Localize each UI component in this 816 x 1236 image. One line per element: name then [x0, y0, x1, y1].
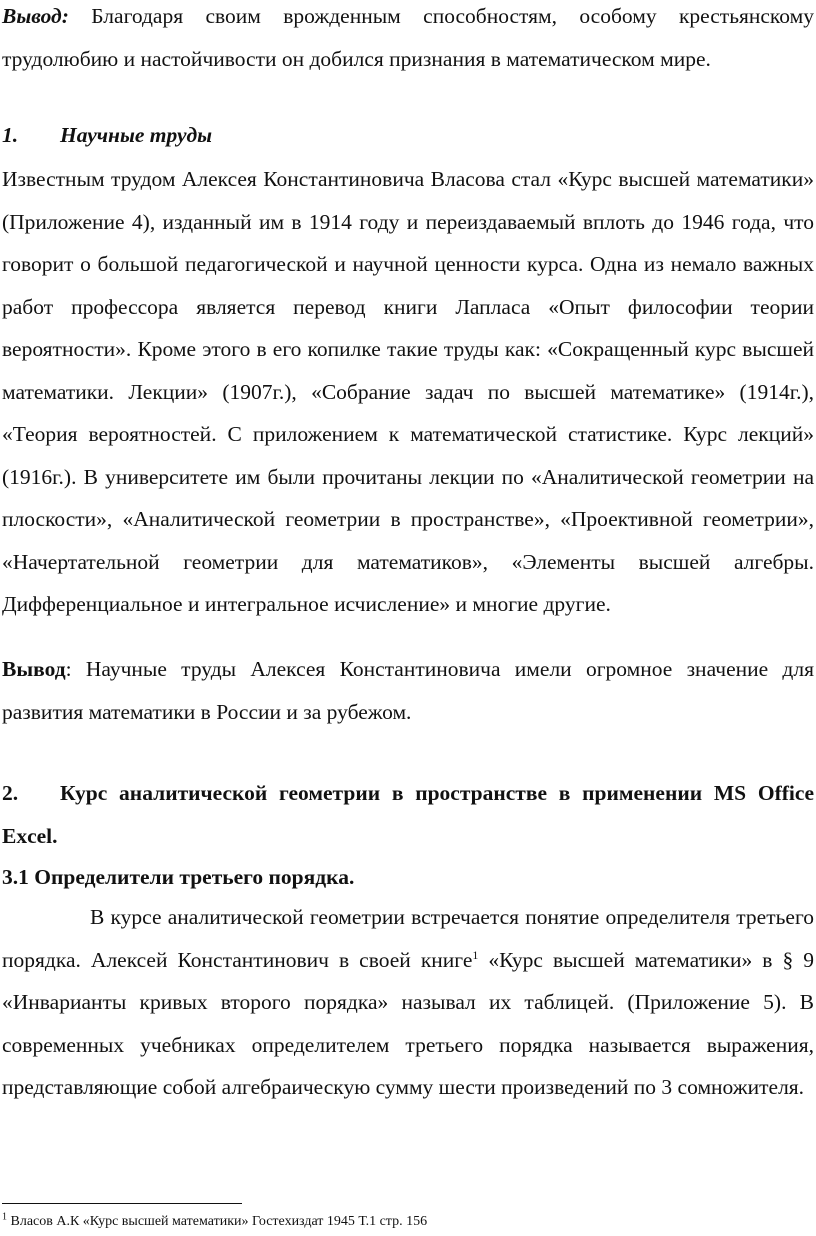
- footnote-reference[interactable]: 1: [472, 947, 479, 962]
- conclusion-text: Благодаря своим врожденным способностям, особому крестьянскому трудолюбию и настойчивости он добился признания в математическом мире.: [2, 4, 814, 71]
- section-2-number: 2.: [2, 781, 19, 805]
- determinant-text-part-1: В курсе аналитической геометрии встречается понятие определителя третьего порядка. Алексей Константинович в своей книге: [2, 905, 814, 972]
- determinant-paragraph: [2, 896, 814, 1109]
- conclusion-2-label: Вывод: [2, 657, 66, 681]
- footnote-text: Власов А.К «Курс высшей математики» Гостехиздат 1945 Т.1 стр. 156: [7, 1214, 428, 1229]
- section-2-heading: [2, 772, 814, 857]
- conclusion-paragraph-1: [2, 0, 814, 80]
- conclusion-2-text: : Научные труды Алексея Константиновича имели огромное значение для развития математики в России и за рубежом.: [2, 657, 814, 724]
- footnote-separator: [2, 1203, 242, 1204]
- subsection-3-1-heading: 3.1 Определители третьего порядка.: [2, 865, 355, 889]
- section-1-title: Научные труды: [60, 123, 213, 147]
- footnote: [2, 1213, 814, 1231]
- section-1-number: 1.: [2, 123, 19, 147]
- conclusion-label: Вывод:: [2, 4, 69, 28]
- footnote-number: 1: [2, 1211, 7, 1223]
- works-paragraph: Известным трудом Алексея Константиновича Власова стал «Курс высшей математики» (Приложение 4), изданный им в 1914 году и переиздаваемый вплоть до 1946 года, что говорит о большой педагогической и научной ценности курса. Одна из немало важных работ профессора является перевод книги Лапласа «Опыт философии теории вероятности». Кроме этого в его копилке такие труды как: «Сокращенный курс высшей математики. Лекции» (1907г.), «Собрание задач по высшей математике» (1914г.), «Теория вероятностей. С приложением к математической статистике. Курс лекций» (1916г.). В университете им были прочитаны лекции по «Аналитической геометрии на плоскости», «Аналитической геометрии в пространстве», «Проективной геометрии», «Начертательной геометрии для математиков», «Элементы высшей алгебры. Дифференциальное и интегральное исчисление» и многие другие.: [2, 167, 814, 616]
- section-2-title: Курс аналитической геометрии в пространстве в применении MS Office Excel.: [2, 781, 814, 848]
- conclusion-paragraph-2: [2, 648, 814, 733]
- determinant-text-part-2: «Курс высшей математики» в § 9 «Инварианты кривых второго порядка» называл их таблицей. (Приложение 5). В современных учебниках определителем третьего порядка называется выражения, представляющие собой алгебраическую сумму шести произведений по 3 сомножителя.: [2, 947, 814, 1099]
- section-1-heading: [2, 114, 814, 157]
